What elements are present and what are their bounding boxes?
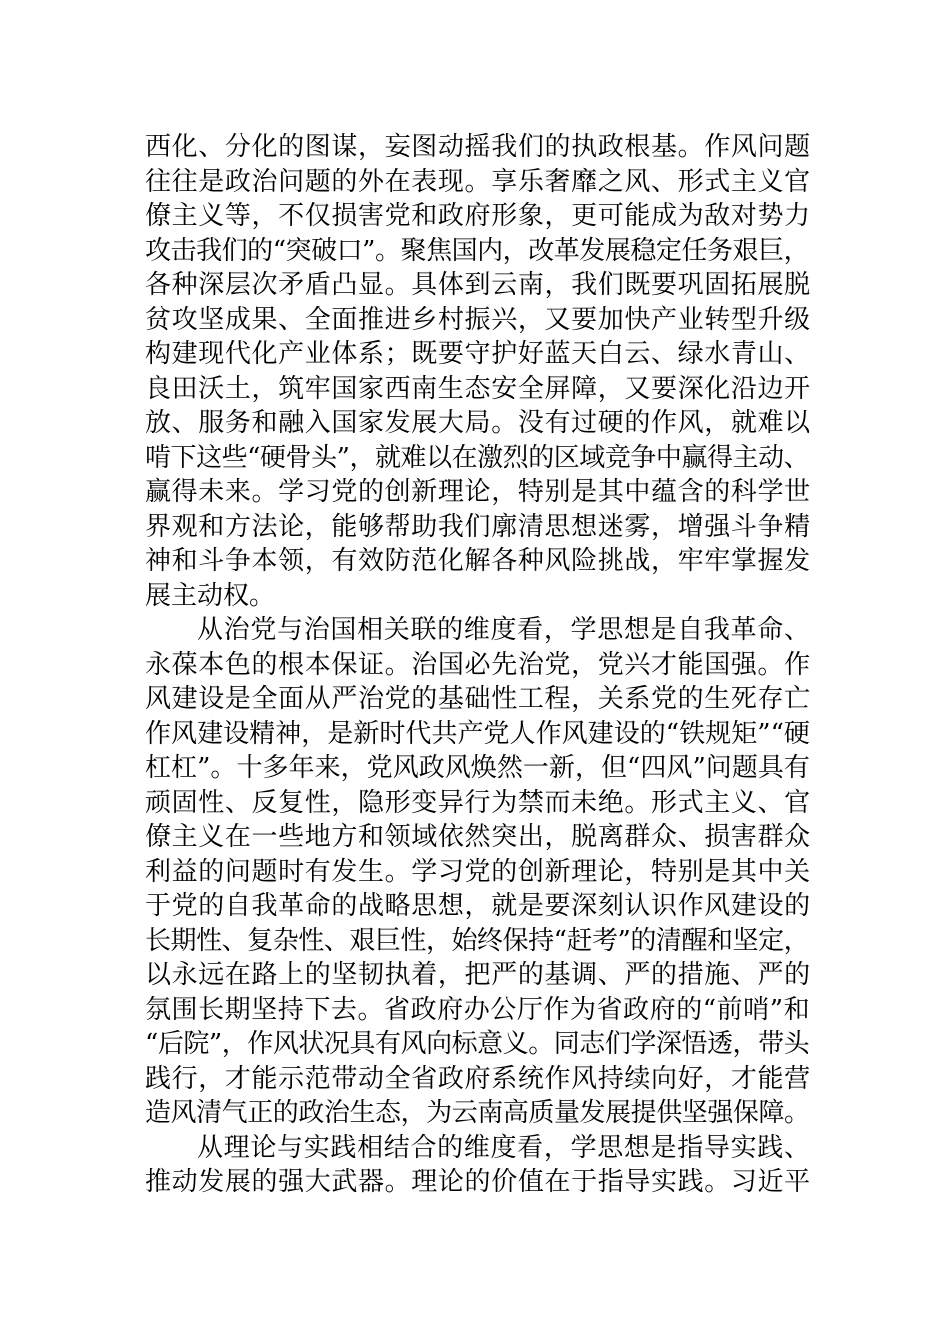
text-line: 往往是政治问题的外在表现。享乐奢靡之风、形式主义官 xyxy=(145,166,811,197)
text-line: 良田沃土，筑牢国家西南生态安全屏障，又要深化沿边开 xyxy=(145,373,811,404)
text-line: 西化、分化的图谋，妄图动摇我们的执政根基。作风问题 xyxy=(145,132,811,162)
text-line: 氛围长期坚持下去。省政府办公厅作为省政府的“前哨”和 xyxy=(145,994,811,1025)
text-line: 构建现代化产业体系；既要守护好蓝天白云、绿水青山、 xyxy=(145,339,811,369)
text-line: 以永远在路上的坚韧执着，把严的基调、严的措施、严的 xyxy=(145,960,811,990)
text-line: 僚主义等，不仅损害党和政府形象，更可能成为敌对势力 xyxy=(145,201,811,231)
text-line: 展主动权。 xyxy=(145,580,276,611)
text-line: 神和斗争本领，有效防范化解各种风险挑战，牢牢掌握发 xyxy=(145,546,811,576)
text-line: 杠杠”。十多年来，党风政风焕然一新，但“四风”问题具有 xyxy=(145,753,810,783)
text-line: 践行，才能示范带动全省政府系统作风持续向好，才能营 xyxy=(145,1063,811,1094)
text-line: 作风建设精神，是新时代共产党人作风建设的“铁规矩”“硬 xyxy=(145,718,810,749)
text-line: 利益的问题时有发生。学习党的创新理论，特别是其中关 xyxy=(145,856,811,887)
body-text xyxy=(145,130,810,1200)
text-line: 赢得未来。学习党的创新理论，特别是其中蕴含的科学世 xyxy=(145,477,811,507)
text-line: 推动发展的强大武器。理论的价值在于指导实践。习近平 xyxy=(145,1167,811,1197)
text-line: “后院”，作风状况具有风向标意义。同志们学深悟透，带头 xyxy=(145,1029,810,1059)
text-line: 僚主义在一些地方和领域依然突出，脱离群众、损害群众 xyxy=(145,822,811,852)
text-line: 放、服务和融入国家发展大局。没有过硬的作风，就难以 xyxy=(145,408,811,438)
text-line: 于党的自我革命的战略思想，就是要深刻认识作风建设的 xyxy=(145,891,811,921)
text-line: 贫攻坚成果、全面推进乡村振兴，又要加快产业转型升级 xyxy=(145,304,811,335)
text-line: 攻击我们的“突破口”。聚焦国内，改革发展稳定任务艰巨， xyxy=(145,235,810,266)
text-line: 从理论与实践相结合的维度看，学思想是指导实践、 xyxy=(197,1132,811,1163)
text-line: 造风清气正的政治生态，为云南高质量发展提供坚强保障。 xyxy=(145,1098,810,1128)
text-line: 永葆本色的根本保证。治国必先治党，党兴才能国强。作 xyxy=(145,649,811,680)
text-line: 风建设是全面从严治党的基础性工程，关系党的生死存亡 xyxy=(145,684,811,714)
text-line: 从治党与治国相关联的维度看，学思想是自我革命、 xyxy=(197,615,811,645)
text-line: 啃下这些“硬骨头”，就难以在激烈的区域竞争中赢得主动、 xyxy=(145,442,810,473)
text-line: 顽固性、反复性，隐形变异行为禁而未绝。形式主义、官 xyxy=(145,787,811,818)
text-line: 界观和方法论，能够帮助我们廓清思想迷雾，增强斗争精 xyxy=(145,511,811,542)
text-line: 各种深层次矛盾凸显。具体到云南，我们既要巩固拓展脱 xyxy=(145,270,811,300)
text-line: 长期性、复杂性、艰巨性，始终保持“赶考”的清醒和坚定， xyxy=(145,925,810,956)
